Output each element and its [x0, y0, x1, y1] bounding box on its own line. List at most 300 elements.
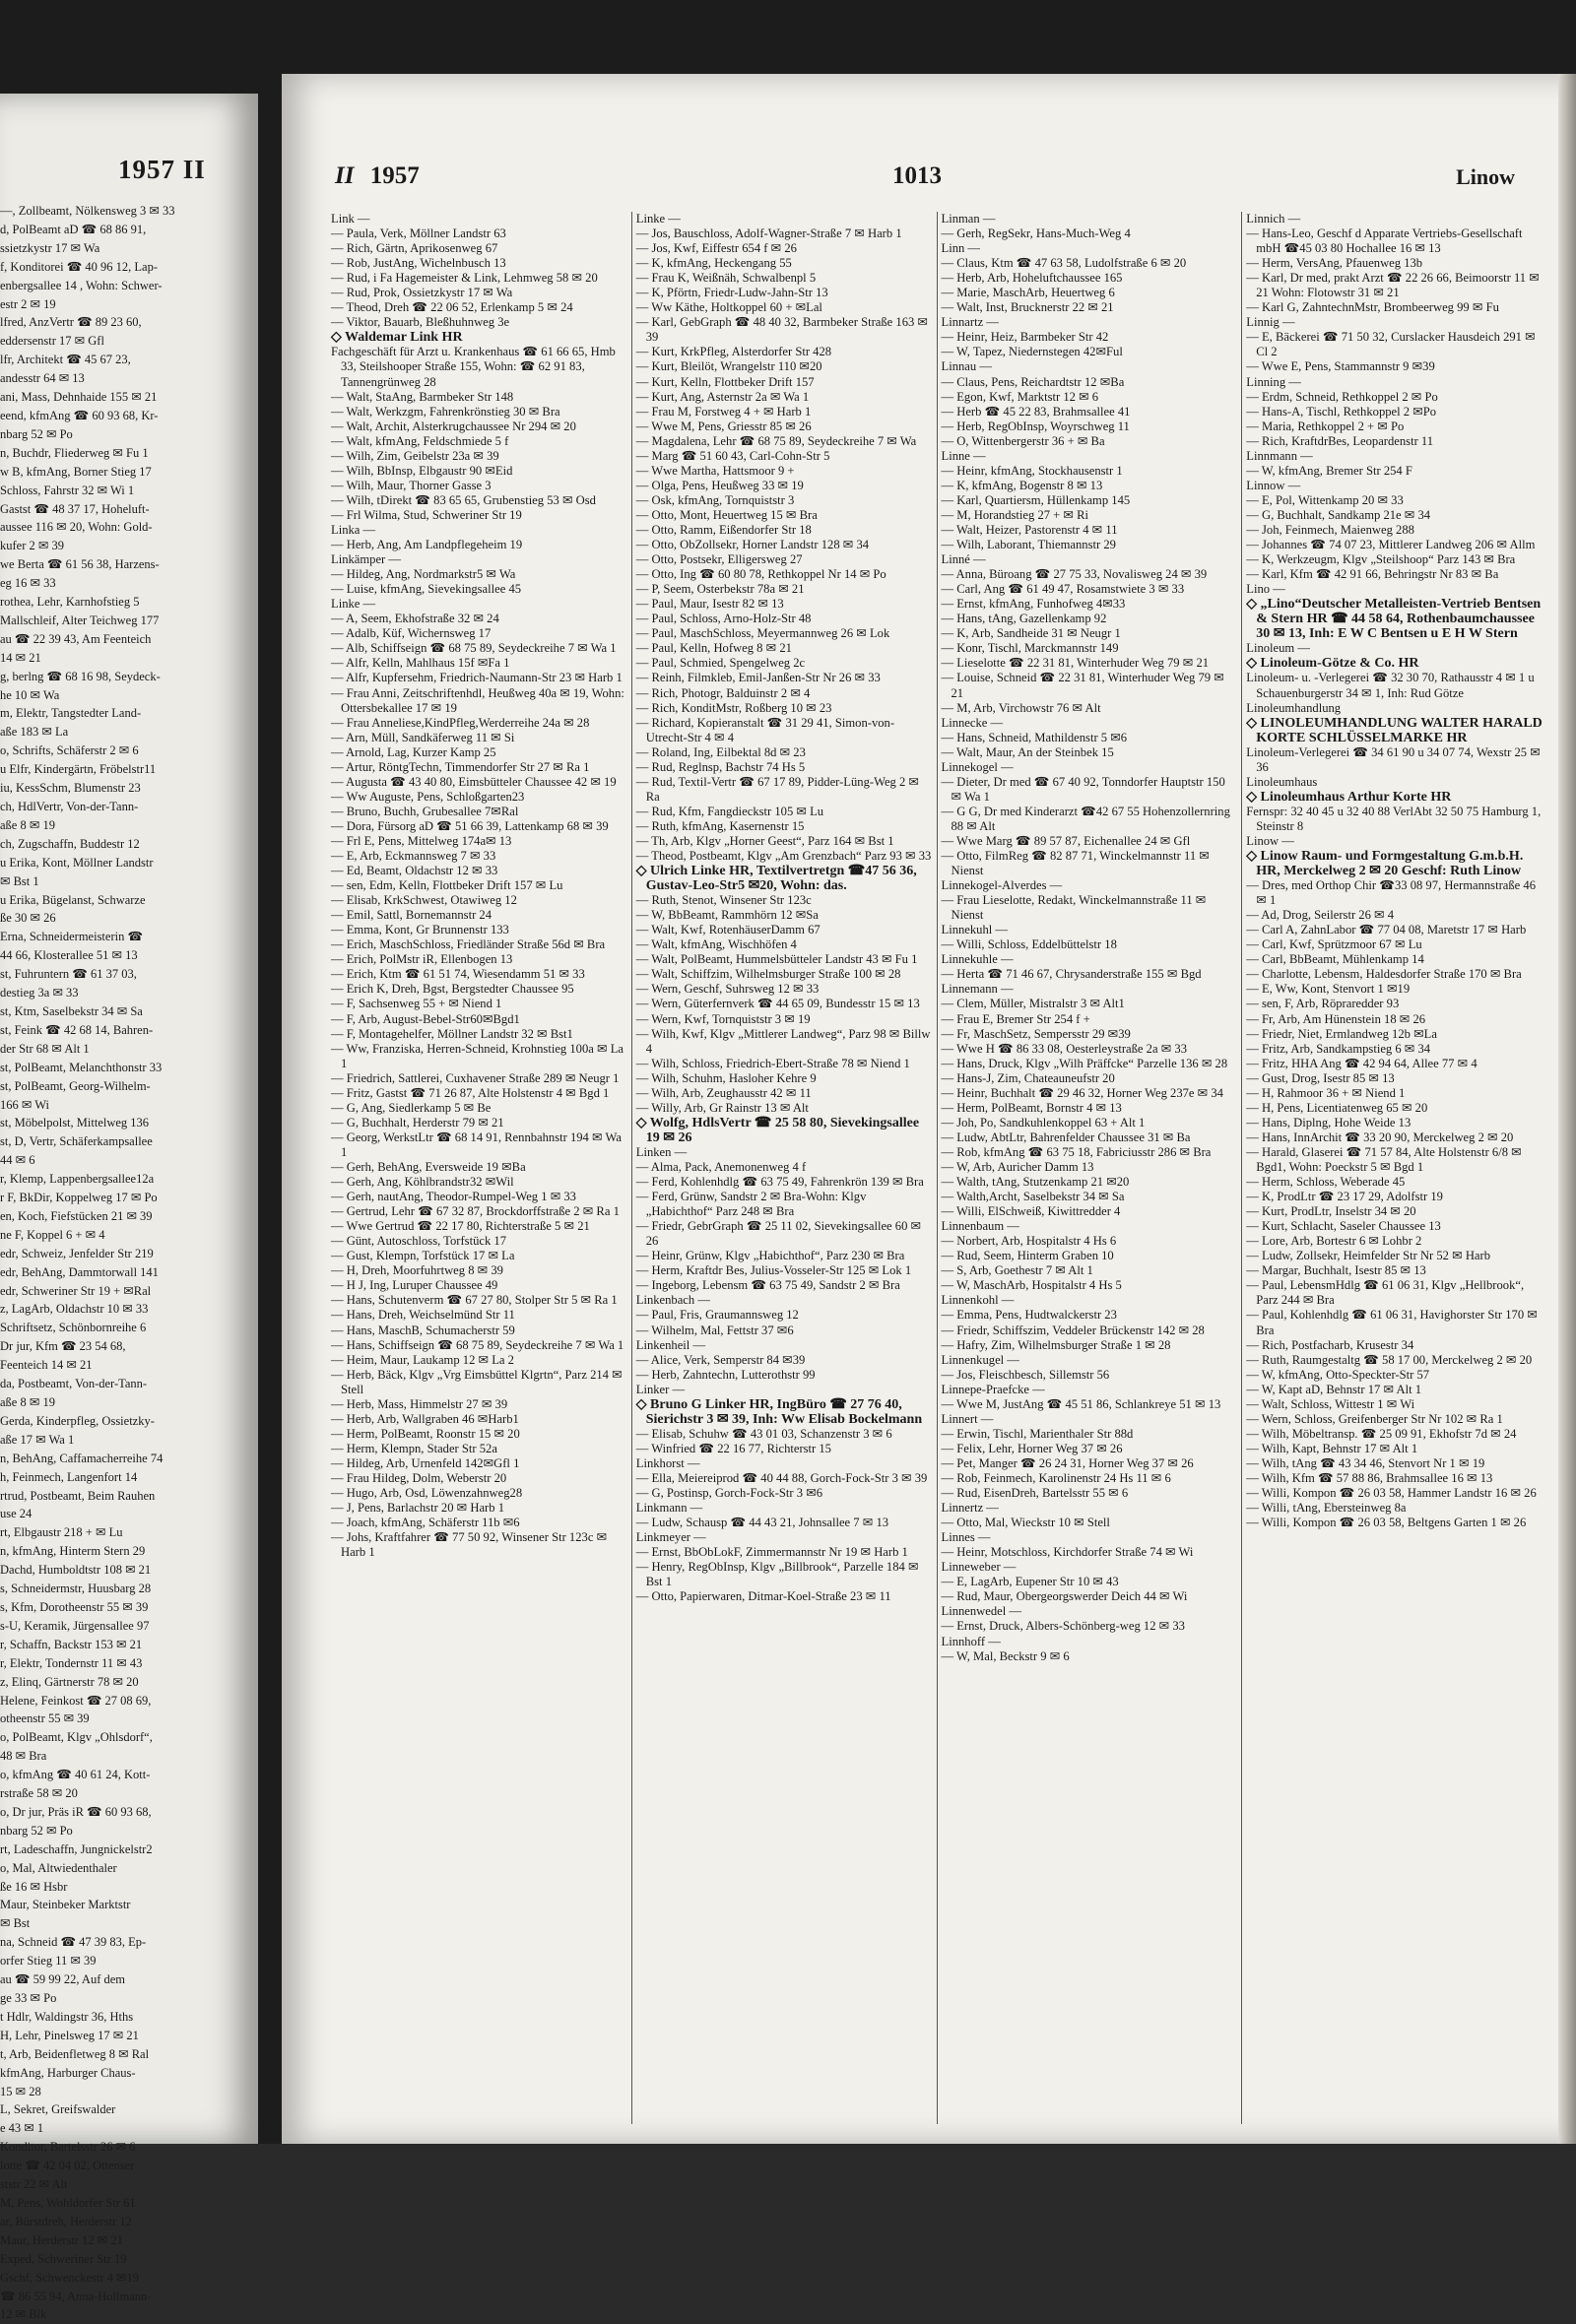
directory-entry: — Ruth, Stenot, Winsener Str 123c — [635, 893, 812, 908]
directory-entry: — Theod, Postbeamt, Klgv „Am Grenzbach“ Parz 93 ✉ 33 — [635, 849, 932, 864]
directory-entry: — Rob, JustAng, Wichelnbusch 13 — [331, 256, 506, 271]
directory-entry: — Jos, Kwf, Eiffestr 654 f ✉ 26 — [635, 241, 797, 256]
directory-entry: — G, Ang, Siedlerkamp 5 ✉ Be — [331, 1100, 492, 1115]
directory-entry: — Karl G, ZahntechnMstr, Brombeerweg 99 ✉ Fu — [1246, 300, 1499, 315]
directory-entry: — G, Buchhalt, Sandkamp 21e ✉ 34 — [1246, 507, 1431, 522]
directory-entry: — Herb, Ang, Am Landpflegeheim 19 — [331, 538, 523, 552]
directory-entry: — Carl, Kwf, Sprützmoor 67 ✉ Lu — [1246, 937, 1422, 952]
directory-entry: — Dora, Fürsorg aD ☎ 51 66 39, Lattenkamp 68 ✉ 39 — [331, 818, 609, 833]
directory-entry: — Erwin, Tischl, Marienthaler Str 88d — [941, 1426, 1134, 1441]
directory-entry: — Herm, Klempn, Stader Str 52a — [331, 1441, 497, 1455]
directory-entry: — Ww Käthe, Holtkoppel 60 + ✉Lal — [635, 300, 822, 315]
directory-entry: — Norbert, Arb, Hospitalstr 4 Hs 6 — [941, 1234, 1117, 1249]
left-page-line: 48 ✉ Bra — [0, 1749, 47, 1764]
directory-entry: — Wilh, Kwf, Klgv „Mittlerer Landweg“, Parz 98 ✉ Billw 4 — [635, 1026, 931, 1056]
directory-entry: — H, Pens, Licentiatenweg 65 ✉ 20 — [1246, 1100, 1428, 1115]
directory-entry: — sen, F, Arb, Röpraredder 93 — [1246, 997, 1400, 1011]
left-page-line: Gastst ☎ 48 37 17, Hoheluft- — [0, 501, 150, 516]
directory-entry: — G G, Dr med Kinderarzt ☎42 67 55 Hohenzollernring 88 ✉ Alt — [941, 804, 1230, 833]
directory-entry: Linnert — — [941, 1411, 994, 1426]
directory-entry: — W, kfmAng, Bremer Str 254 F — [1246, 463, 1412, 478]
directory-entry: — Adalb, Küf, Wichernsweg 17 — [331, 626, 492, 641]
directory-entry: — Rich, Photogr, Balduinstr 2 ✉ 4 — [635, 685, 811, 700]
directory-entry: — Otto, Papierwaren, Ditmar-Koel-Straße 23 ✉ 11 — [635, 1589, 891, 1604]
directory-entry: — Wilh, tDirekt ☎ 83 65 65, Grubenstieg 53 ✉ Osd — [331, 492, 596, 507]
directory-entry: — Rud, Seem, Hinterm Graben 10 — [941, 1249, 1114, 1263]
left-page-line: st, Feink ☎ 42 68 14, Bahren- — [0, 1022, 154, 1037]
left-page-line: o, PolBeamt, Klgv „Ohlsdorf“, — [0, 1730, 153, 1745]
directory-entry: — Hans, Diplng, Hohe Weide 13 — [1246, 1115, 1412, 1130]
directory-entry: Linnau — — [941, 359, 992, 374]
directory-entry: — sen, Edm, Kelln, Flottbeker Drift 157 ✉ Lu — [331, 878, 563, 893]
directory-entry: — Johs, Kraftfahrer ☎ 77 50 92, Winsener Str 123c ✉ Harb 1 — [331, 1530, 608, 1560]
left-page-line: aussee 116 ✉ 20, Wohn: Gold- — [0, 520, 153, 535]
running-head-word: Linow — [1456, 164, 1515, 189]
left-page-line: ße 30 ✉ 26 — [0, 911, 56, 926]
left-page-line: ✉ Bst 1 — [0, 873, 39, 888]
directory-entry: — Wwe Gertrud ☎ 22 17 80, Richterstraße 5 ✉ 21 — [331, 1219, 590, 1234]
directory-entry: — Karl, Kfm ☎ 42 91 66, Behringstr Nr 83 ✉ Ba — [1246, 567, 1499, 582]
directory-entry: — Claus, Ktm ☎ 47 63 58, Ludolfstraße 6 ✉ 20 — [941, 256, 1187, 271]
directory-entry: — Erich, Ktm ☎ 61 51 74, Wiesendamm 51 ✉ 33 — [331, 967, 585, 982]
left-page-line: st, D, Vertr, Schäferkampsallee — [0, 1134, 153, 1149]
left-page-line: ge 33 ✉ Po — [0, 1991, 57, 2005]
directory-entry: — Hans, Dreh, Weichselmünd Str 11 — [331, 1308, 515, 1323]
directory-entry: — Viktor, Bauarb, Bleßhuhnweg 3e — [331, 315, 510, 330]
left-page-line: ststr 22 ✉ Alt — [0, 2177, 68, 2192]
left-page-line: —, Zollbeamt, Nölkensweg 3 ✉ 33 — [0, 204, 175, 218]
directory-entry: — Otto, Ing ☎ 60 80 78, Rethkoppel Nr 14 ✉ Po — [635, 567, 886, 582]
left-page-line: M, Pens, Wohldorfer Str 61 — [0, 2195, 136, 2210]
directory-entry: — Herb, Mass, Himmelstr 27 ✉ 39 — [331, 1396, 508, 1411]
directory-entry: — Paul, Schloss, Arno-Holz-Str 48 — [635, 612, 812, 626]
left-page-line: use 24 — [0, 1507, 33, 1521]
left-page-line: 12 ✉ Blk — [0, 2307, 47, 2322]
directory-entry: Linnepe-Praefcke — — [941, 1382, 1045, 1396]
directory-entry: — Wern, Schloss, Greifenberger Str Nr 102 ✉ Ra 1 — [1246, 1411, 1503, 1426]
directory-entry: — Willy, Arb, Gr Rainstr 13 ✉ Alt — [635, 1100, 809, 1115]
directory-entry: — Pet, Manger ☎ 26 24 31, Horner Weg 37 ✉ 26 — [941, 1455, 1194, 1470]
directory-entry: — Harald, Glaserei ☎ 71 57 84, Alte Holstenstr 6/8 ✉ Bgd1, Wohn: Poeckstr 5 ✉ Bgd 1 — [1246, 1144, 1522, 1174]
directory-entry: — Ferd, Grünw, Sandstr 2 ✉ Bra-Wohn: Klgv „Habichthof“ Parz 248 ✉ Bra — [635, 1190, 867, 1219]
directory-entry: — Wilh, Schloss, Friedrich-Ebert-Straße 78 ✉ Niend 1 — [635, 1056, 910, 1070]
directory-entry: — Willi, Kompon ☎ 26 03 58, Beltgens Garten 1 ✉ 26 — [1246, 1516, 1527, 1530]
directory-entry: Linke — — [635, 212, 681, 226]
left-page-line: 166 ✉ Wi — [0, 1097, 50, 1112]
directory-entry: — Carl A, ZahnLabor ☎ 77 04 08, Maretstr 17 ✉ Harb — [1246, 923, 1527, 937]
left-page-line: edr, BehAng, Dammtorwall 141 — [0, 1264, 159, 1279]
left-page-line: o, Mal, Altwiedenthaler — [0, 1860, 117, 1875]
directory-entry: — Wilh, Schuhm, Hasloher Kehre 9 — [635, 1070, 817, 1085]
left-page-line: andesstr 64 ✉ 13 — [0, 371, 85, 386]
directory-entry: — W, Kapt aD, Behnstr 17 ✉ Alt 1 — [1246, 1382, 1422, 1396]
directory-entry: — Walt, Werkzgm, Fahrenkrönstieg 30 ✉ Bra — [331, 404, 560, 419]
left-page-line: edr, Schweiz, Jenfelder Str 219 — [0, 1246, 154, 1260]
directory-entry: — Emma, Pens, Hudtwalckerstr 23 — [941, 1308, 1117, 1323]
directory-entry: — Herb, Arb, Hoheluftchaussee 165 — [941, 271, 1123, 286]
directory-entry: — K, Werkzeugm, Klgv „Steilshoop“ Parz 143 ✉ Bra — [1246, 552, 1516, 567]
directory-entry: — Arn, Müll, Sandkäferweg 11 ✉ Si — [331, 730, 515, 744]
directory-entry: — Paula, Verk, Möllner Landstr 63 — [331, 226, 506, 241]
directory-entry: — Walt, Schiffzim, Wilhelmsburger Straße 100 ✉ 28 — [635, 967, 901, 982]
left-page-line: Schloss, Fahrstr 32 ✉ Wi 1 — [0, 483, 135, 497]
left-page-line: st, Ktm, Saselbekstr 34 ✉ Sa — [0, 1003, 143, 1018]
directory-entry: — Alma, Pack, Anemonenweg 4 f — [635, 1160, 807, 1174]
directory-entry: Linkmann — — [635, 1501, 703, 1516]
directory-entry: — Carl, Ang ☎ 61 49 47, Rosamstwiete 3 ✉ 33 — [941, 582, 1185, 597]
directory-entry: — Günt, Autoschloss, Torfstück 17 — [331, 1234, 506, 1249]
directory-entry: — Joach, kfmAng, Schäferstr 11b ✉6 — [331, 1516, 520, 1530]
directory-entry: Linkenbach — — [635, 1293, 710, 1308]
directory-entry: — Marg ☎ 51 60 43, Carl-Cohn-Str 5 — [635, 448, 830, 463]
left-page-line: z, LagArb, Oldachstr 10 ✉ 33 — [0, 1302, 149, 1317]
directory-entry: — Frau E, Bremer Str 254 f + — [941, 1011, 1090, 1026]
directory-entry: — Ernst, BbObLokF, Zimmermannstr Nr 19 ✉ Harb 1 — [635, 1545, 908, 1560]
left-page-line: 44 ✉ 6 — [0, 1153, 35, 1168]
left-page-line: u Erika, Bügelanst, Schwarze — [0, 892, 146, 907]
directory-entry: — Theod, Dreh ☎ 22 06 52, Erlenkamp 5 ✉ 24 — [331, 300, 573, 315]
directory-entry: — Ernst, kfmAng, Funhofweg 4✉33 — [941, 597, 1126, 612]
left-page — [0, 94, 258, 2322]
directory-entry: — Herb, Arb, Wallgraben 46 ✉Harb1 — [331, 1411, 519, 1426]
left-page-line: r, Elektr, Tondernstr 11 ✉ 43 — [0, 1655, 143, 1670]
directory-entry: — Walt, Maur, An der Steinbek 15 — [941, 744, 1114, 759]
directory-entry: — Rich, KraftdrBes, Leopardenstr 11 — [1246, 433, 1434, 448]
directory-entry: — M, Arb, Virchowstr 76 ✉ Alt — [941, 700, 1101, 715]
directory-entry: — Walt, StaAng, Barmbeker Str 148 — [331, 389, 514, 404]
directory-entry: — Paul, MaschSchloss, Meyermannweg 26 ✉ Lok — [635, 626, 890, 641]
left-page-line: aße 8 ✉ 19 — [0, 1395, 55, 1409]
directory-entry: Linneweber — — [941, 1560, 1017, 1575]
directory-entry: — Paul, LebensmHdlg ☎ 61 06 31, Klgv „Hellbrook“, Parz 244 ✉ Bra — [1246, 1278, 1525, 1308]
directory-entry: Link — — [331, 212, 370, 226]
directory-entry: — H J, Ing, Luruper Chaussee 49 — [331, 1278, 498, 1293]
left-page-line: L, Sekret, Greifswalder — [0, 2102, 116, 2117]
directory-entry: — G, Buchhalt, Herderstr 79 ✉ 21 — [331, 1115, 504, 1130]
directory-entry: — Otto, FilmReg ☎ 82 87 71, Winckelmannstr 11 ✉ Nienst — [941, 849, 1210, 878]
directory-entry: ◇ Waldemar Link HR — [331, 330, 463, 346]
left-page-line: ar, Bürstdreh, Herderstr 12 — [0, 2214, 132, 2228]
directory-entry: — Wern, Geschf, Suhrsweg 12 ✉ 33 — [635, 982, 820, 997]
directory-entry: Linnekuhl — — [941, 923, 1009, 937]
directory-entry: — S, Arb, Goethestr 7 ✉ Alt 1 — [941, 1263, 1093, 1278]
directory-entry: — E, Ww, Kont, Stenvort 1 ✉19 — [1246, 982, 1411, 997]
right-page — [282, 74, 1576, 2144]
directory-entry: — Jos, Bauschloss, Adolf-Wagner-Straße 7 ✉ Harb 1 — [635, 226, 902, 241]
directory-entry: — W, Tapez, Niedernstegen 42✉Ful — [941, 345, 1123, 359]
page-edge — [1558, 74, 1576, 2144]
left-page-line: Schriftsetz, Schönbornreihe 6 — [0, 1321, 147, 1335]
directory-entry: — Frau Lieselotte, Redakt, Winckelmannstraße 11 ✉ Nienst — [941, 893, 1207, 923]
directory-entry: — Olga, Pens, Heußweg 33 ✉ 19 — [635, 478, 804, 492]
directory-entry: — Willi, Kompon ☎ 26 03 58, Hammer Landstr 16 ✉ 26 — [1246, 1486, 1537, 1501]
left-page-line: t Hdlr, Waldingstr 36, Hths — [0, 2009, 134, 2024]
directory-entry: — Ernst, Druck, Albers-Schönberg-weg 12 ✉ 33 — [941, 1619, 1185, 1634]
directory-entry: — Rich, KonditMstr, Roßberg 10 ✉ 23 — [635, 700, 832, 715]
directory-entry: Linkenheil — — [635, 1337, 706, 1352]
directory-entry: — Frau Anni, Zeitschriftenhdl, Heußweg 40a ✉ 19, Wohn: Ottersbekallee 17 ✉ 19 — [331, 685, 624, 715]
directory-entry: — Hans, Schiffseign ☎ 68 75 89, Seydeckreihe 7 ✉ Wa 1 — [331, 1337, 624, 1352]
directory-entry: — W, Mal, Beckstr 9 ✉ 6 — [941, 1648, 1070, 1663]
directory-entry: — Hans, MaschB, Schumacherstr 59 — [331, 1323, 515, 1337]
directory-entry: — M, Horandstieg 27 + ✉ Ri — [941, 507, 1089, 522]
left-page-line: otheenstr 55 ✉ 39 — [0, 1711, 90, 1726]
directory-entry: — Wilh, Laborant, Thiemannstr 29 — [941, 538, 1116, 552]
left-page-line: edr, Schweriner Str 19 + ✉Ral — [0, 1283, 152, 1298]
directory-entry: Linoleum- u. -Verlegerei ☎ 32 30 70, Rathausstr 4 ✉ 1 u Schauenburgerstr 34 ✉ 1, Inh: Rud Götze — [1246, 671, 1535, 700]
left-page-entries — [0, 202, 256, 2324]
left-page-line: rt, Elbgaustr 218 + ✉ Lu — [0, 1525, 123, 1540]
left-page-line: ße 16 ✉ Hsbr — [0, 1879, 68, 1894]
directory-entry: — Herm, PolBeamt, Bornstr 4 ✉ 13 — [941, 1100, 1122, 1115]
directory-entry: Linoleum-Verlegerei ☎ 34 61 90 u 34 07 74, Wexstr 25 ✉ 36 — [1246, 744, 1541, 774]
left-page-line: n, BehAng, Caffamacherreihe 74 — [0, 1451, 164, 1465]
left-page-line: eg 16 ✉ 33 — [0, 576, 56, 591]
directory-entry: — Erdm, Schneid, Rethkoppel 2 ✉ Po — [1246, 389, 1438, 404]
directory-entry: — Heinr, Grünw, Klgv „Habichthof“, Parz 230 ✉ Bra — [635, 1249, 905, 1263]
left-page-line: o, Schrifts, Schäferstr 2 ✉ 6 — [0, 743, 139, 758]
directory-entry: Linnenwedel — — [941, 1604, 1021, 1619]
directory-entry: — Alfr, Kupfersehm, Friedrich-Naumann-Str 23 ✉ Harb 1 — [331, 671, 623, 685]
directory-entry: — Joh, Feinmech, Maienweg 288 — [1246, 522, 1414, 537]
directory-entry: — Winfried ☎ 22 16 77, Richterstr 15 — [635, 1441, 831, 1455]
directory-entry: ◇ Linoleumhaus Arthur Korte HR — [1246, 789, 1452, 805]
directory-entry: — Rud, Prok, Ossietzkystr 17 ✉ Wa — [331, 286, 513, 300]
left-page-line: r, Schaffn, Backstr 153 ✉ 21 — [0, 1637, 143, 1651]
directory-entry: — Artur, RöntgTechn, Timmendorfer Str 27 ✉ Ra 1 — [331, 759, 590, 774]
directory-entry: — J, Pens, Barlachstr 20 ✉ Harb 1 — [331, 1501, 504, 1516]
directory-entry: — Clem, Müller, Mistralstr 3 ✉ Alt1 — [941, 997, 1125, 1011]
left-page-line: au ☎ 22 39 43, Am Feenteich — [0, 631, 152, 646]
left-page-line: rstraße 58 ✉ 20 — [0, 1786, 78, 1801]
directory-entry: Linow — — [1246, 833, 1294, 848]
left-page-line: z, Elinq, Gärtnerstr 78 ✉ 20 — [0, 1674, 139, 1689]
directory-entry: Lino — — [1246, 582, 1285, 597]
directory-entry: — Konr, Tischl, Marckmannstr 149 — [941, 641, 1119, 656]
left-page-line: st, Fuhruntern ☎ 61 37 03, — [0, 967, 137, 982]
directory-entry: Linnig — — [1246, 315, 1295, 330]
directory-entry: — Frau M, Forstweg 4 + ✉ Harb 1 — [635, 404, 812, 419]
directory-entry: — Ruth, Raumgestaltg ☎ 58 17 00, Merckelweg 2 ✉ 20 — [1246, 1352, 1533, 1367]
directory-entry: — Dres, med Orthop Chir ☎33 08 97, Hermannstraße 46 ✉ 1 — [1246, 878, 1536, 908]
directory-column-1 — [327, 212, 631, 2124]
left-page-line: iu, KessSchm, Blumenstr 23 — [0, 781, 141, 796]
left-page-line: r, Klemp, Lappenbergsallee12a — [0, 1172, 155, 1187]
directory-entry: — Hafry, Zim, Wilhelmsburger Straße 1 ✉ 28 — [941, 1337, 1171, 1352]
directory-entry: — Th, Arb, Klgv „Horner Geest“, Parz 164 ✉ Bst 1 — [635, 833, 894, 848]
directory-entry: — Gerh, Ang, Köhlbrandstr32 ✉Wil — [331, 1175, 514, 1190]
directory-entry: — W, kfmAng, Otto-Speckter-Str 57 — [1246, 1367, 1430, 1382]
left-page-line: 14 ✉ 21 — [0, 650, 41, 665]
directory-entry: — Ww Auguste, Pens, Schloßgarten23 — [331, 789, 525, 804]
directory-entry: — Gust, Klempn, Torfstück 17 ✉ La — [331, 1249, 515, 1263]
directory-entry: — Marie, MaschArb, Heuertweg 6 — [941, 286, 1115, 300]
directory-entry: Linoleumhaus — [1246, 774, 1318, 789]
directory-entry: — Claus, Pens, Reichardtstr 12 ✉Ba — [941, 374, 1125, 389]
directory-entry: — Karl, GebGraph ☎ 48 40 32, Barmbeker Straße 163 ✉ 39 — [635, 315, 928, 345]
directory-entry: — Rich, Gärtn, Aprikosenweg 67 — [331, 241, 498, 256]
directory-entry: — Walt, Heizer, Pastorenstr 4 ✉ 11 — [941, 522, 1118, 537]
directory-entry: — Elisab, KrkSchwest, Otawiweg 12 — [331, 893, 517, 908]
left-page-line: Gschf, Schwenckestr 4 ✉19 — [0, 2270, 139, 2285]
left-page-line: der Str 68 ✉ Alt 1 — [0, 1041, 90, 1056]
directory-entry: — Frl Wilma, Stud, Schweriner Str 19 — [331, 507, 522, 522]
directory-entry: — Rud, Reglnsp, Bachstr 74 Hs 5 — [635, 759, 806, 774]
directory-entry: — E, Bäckerei ☎ 71 50 32, Curslacker Hausdeich 291 ✉ Cl 2 — [1246, 330, 1536, 359]
left-page-line: s-U, Keramik, Jürgensallee 97 — [0, 1618, 150, 1633]
directory-entry: — Wern, Kwf, Tornquiststr 3 ✉ 19 — [635, 1011, 811, 1026]
left-page-line: Gerda, Kinderpfleg, Ossietzky- — [0, 1413, 155, 1428]
directory-entry: — Reinh, Filmkleb, Emil-Janßen-Str Nr 26 ✉ 33 — [635, 671, 881, 685]
directory-entry: — Jos, Fleischbesch, Sillemstr 56 — [941, 1367, 1110, 1382]
directory-entry: — Lore, Arb, Bortestr 6 ✉ Lohbr 2 — [1246, 1234, 1422, 1249]
left-page-line: H, Lehr, Pinelsweg 17 ✉ 21 — [0, 2028, 139, 2042]
directory-entry: ◇ Linow Raum- und Formgestaltung G.m.b.H. HR, Merckelweg 2 ✉ 20 Geschf: Ruth Linow — [1246, 849, 1524, 879]
directory-entry: — Wilh, Zim, Geibelstr 23a ✉ 39 — [331, 448, 499, 463]
directory-entry: — Charlotte, Lebensm, Haldesdorfer Straße 170 ✉ Bra — [1246, 967, 1522, 982]
left-page-line: t, Arb, Beidenfletweg 8 ✉ Ral — [0, 2046, 150, 2061]
directory-entry: — Arnold, Lag, Kurzer Kamp 25 — [331, 744, 496, 759]
directory-entry: ◇ Bruno G Linker HR, IngBüro ☎ 27 76 40, Sierichstr 3 ✉ 39, Inh: Ww Elisab Bockelmann — [635, 1396, 923, 1427]
left-page-line: Maur, Steinbeker Marktstr — [0, 1898, 131, 1912]
directory-entry: ◇ „Lino“Deutscher Metalleisten-Vertrieb Bentsen & Stern HR ☎ 44 58 64, Rothenbaumchaussee 30 ✉ 13, Inh: E W C Bentsen u E H W Stern — [1246, 597, 1542, 642]
directory-entry: Linnich — — [1246, 212, 1301, 226]
directory-entry: — W, Arb, Auricher Damm 13 — [941, 1160, 1094, 1174]
directory-entry: — Otto, Mont, Heuertweg 15 ✉ Bra — [635, 507, 818, 522]
directory-entry: — Frau Hildeg, Dolm, Weberstr 20 — [331, 1470, 507, 1485]
header-year: 1957 — [369, 162, 420, 189]
directory-entry: — Georg, WerkstLtr ☎ 68 14 91, Rennbahnstr 194 ✉ Wa 1 — [331, 1130, 622, 1159]
directory-entry: — Herm, Schloss, Weberade 45 — [1246, 1175, 1406, 1190]
directory-entry: — Richard, Kopieranstalt ☎ 31 29 41, Simon-von-Utrecht-Str 4 ✉ 4 — [635, 715, 895, 744]
directory-entry: — Walth,Archt, Saselbekstr 34 ✉ Sa — [941, 1190, 1125, 1204]
directory-entry: — Willi, tAng, Ebersteinweg 8a — [1246, 1501, 1407, 1516]
directory-entry: — Gerh, BehAng, Eversweide 19 ✉Ba — [331, 1160, 526, 1174]
directory-entry: Linkmeyer — — [635, 1530, 706, 1545]
directory-entry: — Rud, EisenDreh, Bartelsstr 55 ✉ 6 — [941, 1486, 1129, 1501]
directory-entry: — Hans, Schutenverm ☎ 67 27 80, Stolper Str 5 ✉ Ra 1 — [331, 1293, 618, 1308]
left-page-line: na, Schneid ☎ 47 39 83, Ep- — [0, 1935, 147, 1950]
left-page-line: Erna, Schneidermeisterin ☎ — [0, 930, 144, 944]
directory-entry: — Gerh, RegSekr, Hans-Much-Weg 4 — [941, 226, 1131, 241]
left-page-line: destieg 3a ✉ 33 — [0, 986, 79, 1001]
left-page-line: r F, BkDir, Koppelweg 17 ✉ Po — [0, 1191, 158, 1205]
directory-entry: — W, MaschArb, Hospitalstr 4 Hs 5 — [941, 1278, 1122, 1293]
left-page-line: d, PolBeamt aD ☎ 68 86 91, — [0, 222, 147, 236]
directory-entry: — O, Wittenbergerstr 36 + ✉ Ba — [941, 433, 1105, 448]
directory-entry: — Rich, Postfacharb, Krusestr 34 — [1246, 1337, 1414, 1352]
left-page-header: 1957 II — [118, 155, 206, 184]
directory-entry: — Ludw, Zollsekr, Heimfelder Str Nr 52 ✉ Harb — [1246, 1249, 1491, 1263]
directory-entry: Linman — — [941, 212, 996, 226]
directory-entry: — Wwe H ☎ 86 33 08, Oesterleystraße 2a ✉ 33 — [941, 1041, 1187, 1056]
directory-entry: — Herb, RegObInsp, Woyrschweg 11 — [941, 419, 1130, 433]
left-page-line: u Erika, Kont, Möllner Landstr — [0, 855, 154, 870]
directory-entry: — Heinr, Heiz, Barmbeker Str 42 — [941, 330, 1109, 345]
directory-entry: — E, LagArb, Eupener Str 10 ✉ 43 — [941, 1575, 1119, 1589]
directory-entry: — Willi, Schloss, Eddelbüttelstr 18 — [941, 937, 1117, 952]
directory-entry: Linka — — [331, 522, 376, 537]
left-page-line: we Berta ☎ 61 56 38, Harzens- — [0, 557, 160, 572]
directory-entry: — Wwe M, Pens, Griesstr 85 ✉ 26 — [635, 419, 812, 433]
left-page-line: Dr jur, Kfm ☎ 23 54 68, — [0, 1339, 126, 1354]
directory-entry: — Fritz, Arb, Sandkampstieg 6 ✉ 34 — [1246, 1041, 1431, 1056]
left-page-line: h, Feinmech, Langenfort 14 — [0, 1469, 138, 1484]
left-page-line: aße 183 ✉ La — [0, 725, 69, 740]
directory-entry: — Rud, i Fa Hagemeister & Link, Lehmweg 58 ✉ 20 — [331, 271, 598, 286]
directory-entry: Linnertz — — [941, 1501, 999, 1516]
directory-entry: — Rob, kfmAng ☎ 63 75 18, Fabriciusstr 286 ✉ Bra — [941, 1144, 1212, 1159]
directory-entry: — Friedr, GebrGraph ☎ 25 11 02, Sievekingsallee 60 ✉ 26 — [635, 1219, 922, 1249]
directory-entry: — Hans, Druck, Klgv „Wilh Präffcke“ Parzelle 136 ✉ 28 — [941, 1056, 1228, 1070]
directory-entry: — Hans, Schneid, Mathildenstr 5 ✉6 — [941, 730, 1128, 744]
left-page-line: rothea, Lehr, Karnhofstieg 5 — [0, 595, 140, 610]
directory-entry: — E, Pol, Wittenkamp 20 ✉ 33 — [1246, 492, 1404, 507]
directory-entry: — Emma, Kont, Gr Brunnenstr 133 — [331, 923, 509, 937]
directory-entry: — Wilh, Arb, Zeughausstr 42 ✉ 11 — [635, 1085, 812, 1100]
directory-entry: Linnmann — — [1246, 448, 1313, 463]
directory-entry: — Walt, kfmAng, Feldschmiede 5 f — [331, 433, 509, 448]
directory-columns — [327, 212, 1546, 2124]
directory-entry: Linkhorst — — [635, 1455, 700, 1470]
directory-entry: — Dieter, Dr med ☎ 67 40 92, Tonndorfer Hauptstr 150 ✉ Wa 1 — [941, 774, 1225, 804]
directory-entry: — Erich K, Dreh, Bgst, Bergstedter Chaussee 95 — [331, 982, 574, 997]
directory-entry: — W, BbBeamt, Rammhörn 12 ✉Sa — [635, 908, 819, 923]
directory-entry: — Walt, Schloss, Wittestr 1 ✉ Wi — [1246, 1396, 1415, 1411]
directory-entry: — Frl E, Pens, Mittelweg 174a✉ 13 — [331, 833, 512, 848]
directory-entry: — Emil, Sattl, Bornemannstr 24 — [331, 908, 492, 923]
directory-entry: — Herb, Bäck, Klgv „Vrg Eimsbüttel Klgrtn“, Parz 214 ✉ Stell — [331, 1367, 623, 1396]
directory-entry: — H, Dreh, Moorfuhrtweg 8 ✉ 39 — [331, 1263, 503, 1278]
directory-entry: — K, ProdLtr ☎ 23 17 29, Adolfstr 19 — [1246, 1190, 1443, 1204]
directory-entry: Linné — — [941, 552, 986, 567]
directory-entry: — Hans-J, Zim, Chateauneufstr 20 — [941, 1070, 1115, 1085]
directory-entry: — Otto, Mal, Wieckstr 10 ✉ Stell — [941, 1516, 1110, 1530]
directory-entry: — Paul, Maur, Isestr 82 ✉ 13 — [635, 597, 784, 612]
left-page-line: st, PolBeamt, Georg-Wilhelm- — [0, 1078, 151, 1093]
left-page-line: orfer Stieg 11 ✉ 39 — [0, 1954, 97, 1969]
directory-entry: — Alice, Verk, Semperstr 84 ✉39 — [635, 1352, 806, 1367]
left-page-line: rtrud, Postbeamt, Beim Rauhen — [0, 1488, 156, 1503]
directory-entry: — Frau Anneliese,KindPfleg,Werderreihe 24a ✉ 28 — [331, 715, 590, 730]
directory-entry: — Rud, Textil-Vertr ☎ 67 17 89, Pidder-Lüng-Weg 2 ✉ Ra — [635, 774, 919, 804]
directory-entry: — Wilh, Möbeltransp. ☎ 25 09 91, Ekhofstr 7d ✉ 24 — [1246, 1426, 1517, 1441]
directory-entry: Linnekogel — — [941, 759, 1014, 774]
directory-entry: ◇ Ulrich Linke HR, Textilvertretgn ☎47 56 36, Gustav-Leo-Str5 ✉20, Wohn: das. — [635, 864, 917, 894]
directory-entry: Linnhoff — — [941, 1634, 1001, 1648]
header-roman: II — [335, 162, 355, 189]
directory-entry: — Friedrich, Sattlerei, Cuxhavener Straße 289 ✉ Neugr 1 — [331, 1070, 620, 1085]
directory-entry: Linne — — [941, 448, 986, 463]
directory-entry: — Erich, PolMstr iR, Ellenbogen 13 — [331, 952, 513, 967]
directory-entry: — Ww, Franziska, Herren-Schneid, Krohnstieg 100a ✉ La 1 — [331, 1041, 624, 1070]
directory-entry: — Wilhelm, Mal, Fettstr 37 ✉6 — [635, 1323, 794, 1337]
directory-entry: — Otto, Postsekr, Elligersweg 27 — [635, 552, 803, 567]
page-number: 1013 — [892, 162, 942, 189]
directory-entry: Linnecke — — [941, 715, 1004, 730]
directory-entry: Linn — — [941, 241, 981, 256]
left-page-line: e 43 ✉ 1 — [0, 2121, 44, 2136]
left-page-line: he 10 ✉ Wa — [0, 687, 60, 702]
directory-entry: — Joh, Po, Sandkuhlenkoppel 63 + Alt 1 — [941, 1115, 1146, 1130]
left-page-line: eddersenstr 17 ✉ Gfl — [0, 334, 104, 349]
directory-entry: Linoleumhandlung — [1246, 700, 1342, 715]
directory-entry: — Hugo, Arb, Osd, Löwenzahnweg28 — [331, 1486, 523, 1501]
directory-entry: Linoleum — — [1246, 641, 1310, 656]
left-page-line: Dachd, Humboldtstr 108 ✉ 21 — [0, 1563, 152, 1578]
directory-entry: — K, Arb, Sandheide 31 ✉ Neugr 1 — [941, 626, 1121, 641]
left-page-line: ne F, Koppel 6 + ✉ 4 — [0, 1227, 105, 1242]
